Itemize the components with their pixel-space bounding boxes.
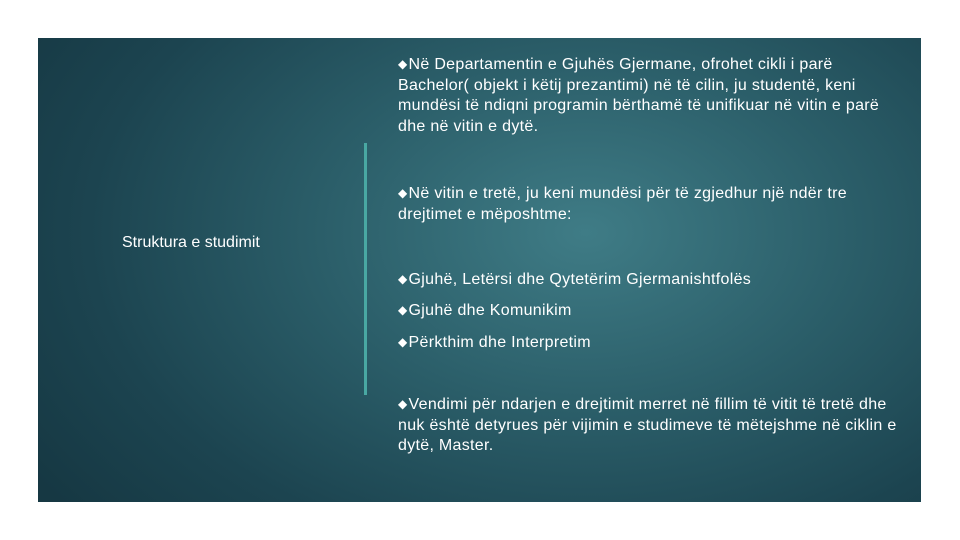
slide [38,38,921,502]
bullet-item [398,183,898,225]
diamond-bullet-icon: ◆ [398,335,408,349]
diamond-bullet-icon: ◆ [398,272,408,286]
bullet-text: Në Departamentin e Gjuhës Gjermane, ofrohet cikli i parë Bachelor( objekt i këtij prezantimi) në të cilin, ju studentë, keni mundësi të ndiqni programin bërthamë të unifikuar në vitin e parë dhe në vitin e dytë. [398,56,880,135]
bullet-text: Vendimi për ndarjen e drejtimit merret në fillim të vitit të tretë dhe nuk është detyrues për vijimin e studimeve të mëtejshme në ciklin e dytë, Master. [398,396,897,454]
sub-bullet-text: Gjuhë dhe Komunikim [408,302,572,319]
slide-title: Struktura e studimit [122,234,260,251]
sub-bullet-item [398,269,898,291]
bullet-text: Në vitin e tretë, ju keni mundësi për të zgjedhur një ndër tre drejtimet e mëposhtme: [398,185,847,223]
sub-bullet-item [398,332,898,354]
bullet-item [398,394,898,457]
diamond-bullet-icon: ◆ [398,303,408,317]
diamond-bullet-icon: ◆ [398,186,408,200]
vertical-divider [364,143,367,395]
sub-bullet-text: Gjuhë, Letërsi dhe Qytetërim Gjermanishtfolës [408,271,752,288]
bullet-item [398,54,898,137]
diamond-bullet-icon: ◆ [398,397,408,411]
sub-bullet-item [398,300,898,322]
sub-bullet-text: Përkthim dhe Interpretim [408,334,591,351]
diamond-bullet-icon: ◆ [398,57,408,71]
